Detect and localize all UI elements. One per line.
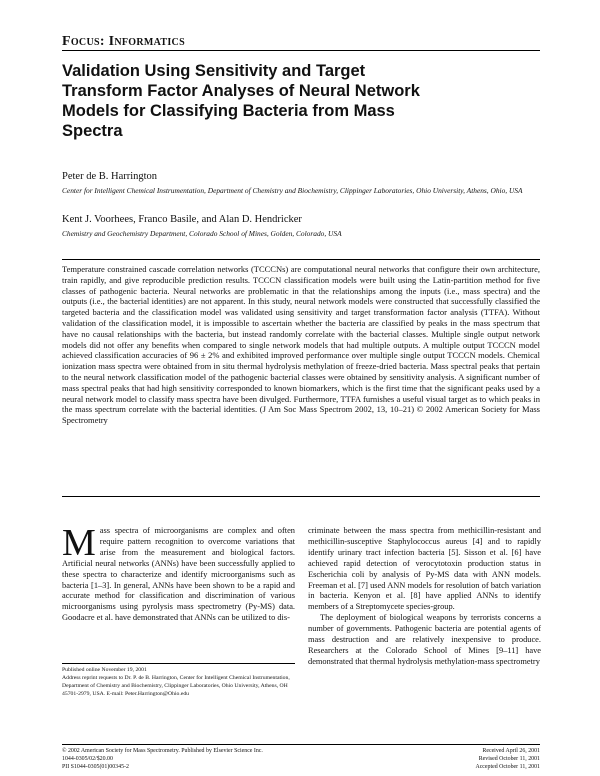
drop-cap: M	[62, 522, 96, 564]
received-date: Received April 26, 2001	[482, 748, 540, 754]
footnote	[62, 666, 295, 698]
footnote-published: Published online November 19, 2001	[62, 667, 147, 673]
author-line-1: Peter de B. Harrington	[62, 171, 158, 182]
affiliation-1: Center for Intelligent Chemical Instrumentation, Department of Chemistry and Biochemistry, Clippinger Laboratories, Ohio University, Athens, Ohio, USA	[62, 186, 523, 195]
body-left-text: ass spectra of microorganisms are complex and often require pattern recognition to overcome variations that arise from the measurement and biological factors. Artificial neural networks (ANNs) have been successfully applied to these spectra to characterize and identify microorganisms such as bacteria [1–3]. In general, ANNs have been shown to be a rapid and accurate method for classification and discrimination of various microorganisms using pyrolysis mass spectrometry (Py-MS) data. Goodacre et al. have demonstrated that ANNs can be utilized to dis-	[62, 526, 295, 623]
footnote-address: Address reprint requests to Dr. P. de B. Harrington, Center for Intelligent Chemical Instrumentation, Department of Chemistry and Biochemistry, Clippinger Laboratories, Ohio University, Athens, OH 45701-2979, USA. E-mail: Peter.Harrington@Ohio.edu	[62, 675, 290, 697]
footnote-rule	[62, 663, 295, 664]
section-label: Focus: Informatics	[62, 34, 185, 49]
abstract	[62, 264, 540, 426]
affiliation-2: Chemistry and Geochemistry Department, Colorado School of Mines, Golden, Colorado, USA	[62, 229, 342, 238]
body-right-paragraph-2: The deployment of biological weapons by terrorists concerns a number of governments. Pathogenic bacteria are potential agents of mass destruction and are relatively inexpensive to produce. Researchers at the Colorado School of Mines [9–11] have demonstrated that thermal hydrolysis methylation-mass spectrometry	[308, 613, 541, 666]
publication-info	[62, 748, 362, 771]
header-rule	[62, 50, 540, 51]
revised-date: Revised October 11, 2001	[478, 755, 540, 762]
body-column-right	[308, 526, 541, 668]
author-line-2: Kent J. Voorhees, Franco Basile, and Alan D. Hendricker	[62, 214, 302, 225]
pii-line: PII S1044-0305(01)00345-2	[62, 763, 129, 770]
copyright-line: © 2002 American Society for Mass Spectrometry. Published by Elsevier Science Inc.	[62, 748, 263, 754]
body-right-paragraph-1: criminate between the mass spectra from methicillin-resistant and methicillin-susceptive Staphylococcus aureus [4] and to rapidly identify urinary tract infection bacteria [5]. Sisson et al. [6] have achieved rapid detection of verocytotoxin production status in Escherichia coli by analysis of Py-MS data with ANN models. Freeman et al. [7] used ANN models for resolution of batch variation in bacteria. Kenyon et al. [8] have applied ANNs to identify members of a Streptomycete species-group.	[308, 526, 541, 612]
paper-title: Validation Using Sensitivity and Target Transform Factor Analyses of Neural Network Models for Classifying Bacteria from Mass Spectra	[62, 62, 420, 140]
abstract-text: Temperature constrained cascade correlation networks (TCCCNs) are computational neural networks that configure their own architecture, train rapidly, and give reproducible prediction results. TCCCN classification models were built using the Latin-partition method for five classes of pathogenic bacteria. Neural networks are problematic in that the relationships among the inputs (i.e., mass spectra) and the outputs (i.e., the bacterial identities) are not apparent. In this study, neural network models were constructed that successfully classified the targeted bacteria and the classification model was validated using sensitivity and target transformation factor analysis (TTFA). Without validation of the classification model, it is impossible to ascertain whether the bacteria are classified by peaks in the mass spectrum that have no causal relationships with the bacteria, but instead randomly correlate with the bacterial classes. Multiple single output network models did not offer any benefits when compared to single network models that had multiple outputs. A multiple output TCCCN model achieved classification accuracies of 96 ± 2% and exhibited improved performance over multiple single output TCCCN models. Chemical ionization mass spectra were obtained from in situ thermal hydrolysis methylation of freeze-dried bacteria. Mass spectral peaks that pertain to the neural network classification model of the pathogenic bacterial classes were obtained by sensitivity analysis. A significant number of mass spectral peaks that had high sensitivity corresponded to known biomarkers, which is the first time that the significant peaks used by a neural network model to classify mass spectra have been divulged. Furthermore, TTFA furnishes a useful visual target as to which peaks in the mass spectrum correlate with the bacterial identities.	[62, 264, 540, 415]
publication-rule	[62, 744, 540, 745]
publication-dates	[380, 748, 540, 771]
body-column-left	[62, 522, 295, 624]
issn-line: 1044-0305/02/$20.00	[62, 755, 113, 762]
accepted-date: Accepted October 11, 2001	[475, 763, 540, 770]
abstract-citation: (J Am Soc Mass Spectrom 2002, 13, 10–21) © 2002 American Society for Mass Spectrometry	[62, 404, 540, 426]
